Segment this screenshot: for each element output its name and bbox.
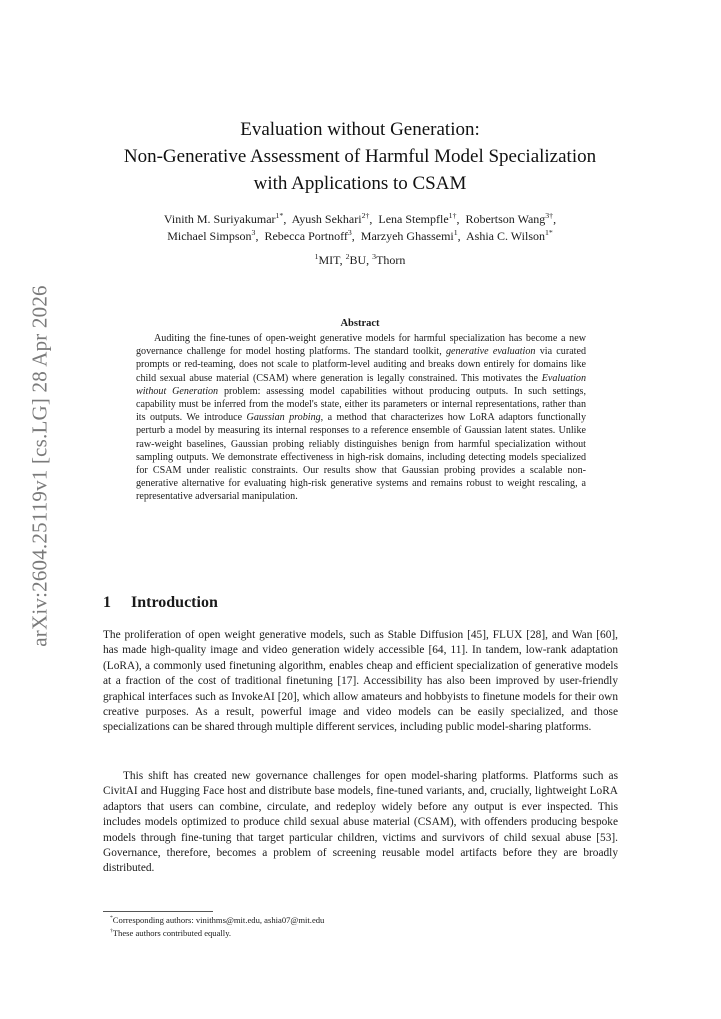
author-mark: 1* [544, 228, 553, 237]
section-title: Introduction [131, 594, 218, 611]
section-number: 1 [103, 594, 111, 611]
abstract-emphasis: Gaussian probing [246, 412, 321, 424]
abstract-body [136, 332, 586, 504]
footnote-text: These authors contributed equally. [112, 927, 232, 938]
arxiv-identifier-stamp [16, 285, 64, 647]
footnote-text: Corresponding authors: vinithms@mit.edu, ashia07@mit.edu [112, 915, 325, 925]
intro-paragraph-1: The proliferation of open weight generative models, such as Stable Diffusion [45], FLUX [28], and Wan [60], has made high-quality image and video generation widely accessible [64, 11]. In tandem, low-rank adaptation (LoRA), a commonly used finetuning algorithm, enables cheap and efficient specialization of generative models at a fraction of the cost of traditional finetuning [17]. Accessibility has also been improved by user-friendly graphical interfaces such as InvokeAI [20], which allow amateurs and hobbyists to finetune models for their own creative purposes. As a result, powerful image and video models can be easily specialized, and those specializations can be shared through multiple different services, including public model-sharing platforms. [103, 629, 618, 734]
paper-title [90, 116, 630, 197]
footnotes [110, 914, 618, 939]
footnote-mark: * [110, 915, 113, 922]
intro-paragraph-2: This shift has created new governance challenges for open model-sharing platforms. Platforms such as CivitAI and Hugging Face host and distribute base models, fine-tuned variants, and, crucially, lightweight LoRA adaptors that users can combine, circulate, and redeploy widely before any output is ever inspected. This includes models optimized to produce child sexual abuse material (CSAM), with offenders producing bespoke models through fine-tuning that target particular children, victims and survivors of child sexual abuse [53]. Governance, therefore, becomes a problem of screening reusable model artifacts before they are broadly distributed. [103, 770, 618, 875]
author-name: Lena Stempfle [378, 212, 449, 226]
author-name: Rebecca Portnoff [264, 229, 348, 243]
abstract-text: , a method that characterizes how LoRA adaptors functionally perturb a model by measuring its internal responses to a reference ensemble of Gaussian latent states. Unlike raw-weight baselines, Gaussian probing reliably distinguishes benign from harmful specialization without sampling outputs. We demonstrate effectiveness in high-risk domains, including detecting models specialized for CSAM under realistic constraints. Our results show that Gaussian probing provides a scalable non-generative alternative for evaluating high-risk generative systems and remains robust to weight rescaling, a representative adversarial manipulation. [136, 412, 586, 503]
title-line-1: Evaluation without Generation: [240, 119, 480, 140]
author-mark: 3 [251, 228, 256, 237]
author-line-1: Vinith M. Suriyakumar$^{1*}$, Ayush Sekhari$^{2\dagger}$, Lena Stempfle$^{1\dagger}$, Robertson Wang$^{3\dagger}$, [163, 211, 557, 226]
affiliation-name: BU [349, 253, 367, 267]
author-mark: 2† [361, 211, 370, 220]
author-mark: 1* [275, 211, 284, 220]
title-line-2: Non-Generative Assessment of Harmful Model Specialization [123, 146, 597, 167]
affiliation-mark: 2 [345, 252, 350, 261]
author-name: Marzyeh Ghassemi [360, 229, 454, 243]
author-mark: 3 [347, 228, 352, 237]
footnote-2 [110, 927, 618, 940]
abstract-text: Auditing the fine-tunes of open-weight generative models for harmful specialization has become a new governance challenge for model hosting platforms. The standard toolkit, [136, 333, 586, 358]
author-name: Vinith M. Suriyakumar [163, 212, 276, 226]
affiliation-mark: 3 [372, 252, 377, 261]
author-mark: 1 [453, 228, 458, 237]
affiliations: $^1$MIT, $^2$BU, $^3$Thorn [314, 252, 406, 267]
author-name: Ayush Sekhari [291, 212, 362, 226]
affiliation-mark: 1 [314, 252, 319, 261]
author-list [90, 211, 630, 245]
author-name: Michael Simpson [167, 229, 252, 243]
abstract-text: via curated prompts or red-teaming, does not scale to platform-level auditing and breaks down entirely for domains like child sexual abuse material (CSAM) where generation is legally constrained. This motivates the [136, 346, 587, 384]
author-line-2: Michael Simpson$^3$, Rebecca Portnoff$^3$, Marzyeh Ghassemi$^1$, Ashia C. Wilson$^{1*}$ [167, 228, 553, 243]
affiliation-name: MIT [318, 253, 340, 267]
section-heading [103, 594, 218, 612]
footnote-mark: † [110, 927, 113, 934]
author-mark: 1† [448, 211, 457, 220]
author-mark: 3† [545, 211, 554, 220]
abstract-emphasis: generative evaluation [446, 346, 536, 358]
abstract-heading: Abstract [340, 318, 380, 329]
abstract-emphasis: Evaluation without Generation [136, 372, 586, 397]
footnote-1 [110, 914, 618, 927]
arxiv-identifier-text: arXiv:2604.25119v1 [cs.LG] 28 Apr 2026 [27, 285, 52, 647]
author-name: Robertson Wang [465, 212, 546, 226]
footnote-divider [103, 911, 213, 912]
author-name: Ashia C. Wilson [466, 229, 545, 243]
abstract-text: problem: assessing model capabilities without producing outputs. In such settings, capability must be inferred from the model's state, either its parameters or internal representations, rather than its outputs. We introduce [136, 385, 586, 424]
affiliation-name: Thorn [376, 253, 406, 267]
title-line-3: with Applications to CSAM [253, 173, 467, 194]
